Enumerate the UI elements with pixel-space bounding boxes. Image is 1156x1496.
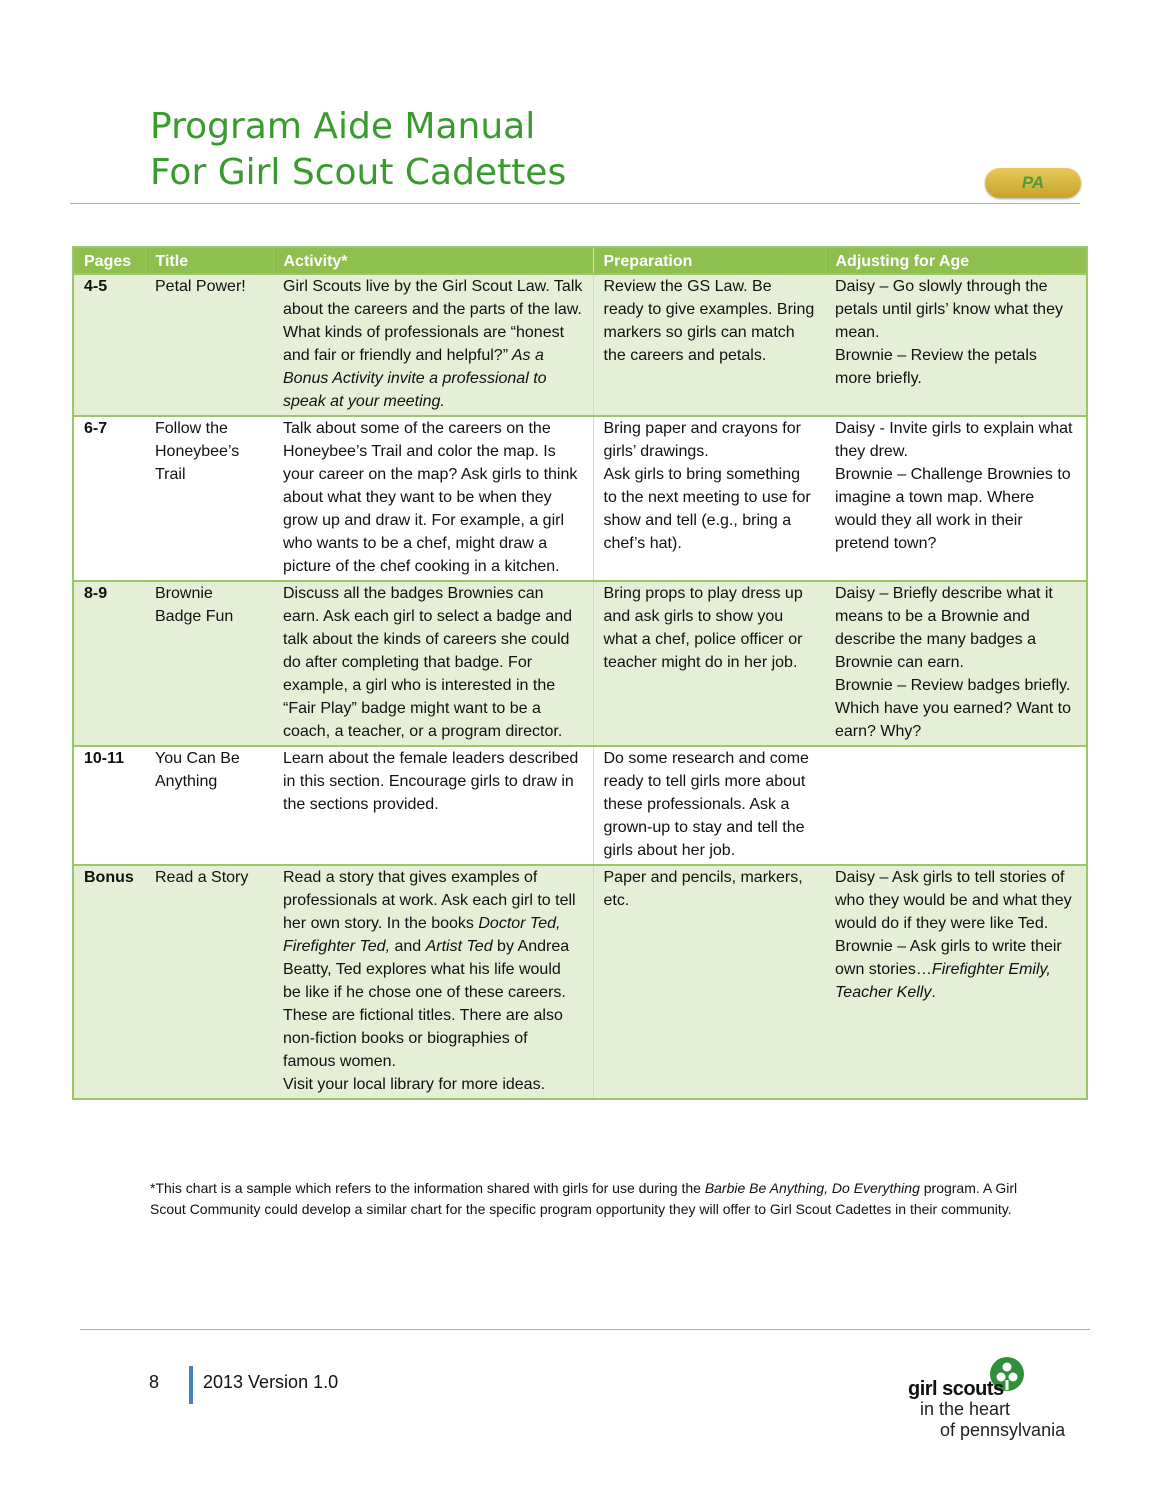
- cell-adjusting: [825, 865, 1087, 1099]
- cell-title: Petal Power!: [145, 274, 273, 416]
- table-row: [73, 416, 1087, 581]
- cell-preparation: Do some research and come ready to tell girls more about these professionals. Ask a grown-up to stay and tell the girls about her job.: [593, 746, 825, 865]
- col-header-preparation: Preparation: [593, 247, 825, 274]
- cell-activity: [273, 274, 593, 416]
- activity-text: by Andrea Beatty, Ted explores what his life would be like if he chose one of these careers. These are fictional titles. There are also non-fiction books or biographies of famous women.: [283, 938, 570, 1070]
- cell-adjusting: [825, 581, 1087, 746]
- adjust-brownie-text: Brownie – Ask girls to write their own stories…: [835, 938, 1062, 978]
- cell-title: You Can Be Anything: [145, 746, 273, 865]
- cell-activity: Discuss all the badges Brownies can earn. Ask each girl to select a badge and talk about the kinds of careers she could do after completing that badge. For example, a girl who is interested in the “Fair Play” badge might want to be a coach, a teacher, or a program director.: [273, 581, 593, 746]
- title-line-1: Program Aide Manual: [150, 106, 536, 147]
- book-title: Artist Ted: [425, 938, 493, 955]
- cell-pages: 10-11: [73, 746, 145, 865]
- adjust-brownie: Brownie – Review badges briefly. Which have you earned? Want to earn? Why?: [835, 677, 1071, 740]
- activity-text: Read a story that gives examples of professionals at work. Ask each girl to tell her own story. In the books: [283, 869, 576, 932]
- adjust-brownie-examples: Firefighter Emily, Teacher Kelly: [835, 961, 1051, 1001]
- page-number: 8: [149, 1372, 160, 1392]
- cell-preparation: Paper and pencils, markers, etc.: [593, 865, 825, 1099]
- footer-divider: [80, 1329, 1090, 1330]
- cell-adjusting: [825, 416, 1087, 581]
- prep-line-2: Ask girls to bring something to the next meeting to use for show and tell (e.g., bring a chef’s hat).: [603, 466, 811, 552]
- col-header-title: Title: [145, 247, 273, 274]
- activity-text: and: [390, 938, 426, 955]
- cell-adjusting: [825, 274, 1087, 416]
- footnote-program-name: Barbie Be Anything, Do Everything: [704, 1180, 920, 1196]
- adjust-brownie: Brownie – Challenge Brownies to imagine a town map. Where would they all work in their pretend town?: [835, 466, 1071, 552]
- logo-line-1: girl scouts: [908, 1378, 1004, 1400]
- cell-title: Read a Story: [145, 865, 273, 1099]
- table-row: [73, 274, 1087, 416]
- logo-line-2: in the heart: [920, 1399, 1011, 1419]
- logo-line-3: of pennsylvania: [940, 1420, 1066, 1440]
- adjust-daisy: Daisy - Invite girls to explain what they drew.: [835, 420, 1073, 460]
- footnote: [150, 1178, 1020, 1220]
- cell-preparation: Review the GS Law. Be ready to give examples. Bring markers so girls can match the careers and petals.: [593, 274, 825, 416]
- cell-activity: [273, 865, 593, 1099]
- adjust-brownie-end: .: [931, 984, 936, 1001]
- footer-accent-bar: [189, 1366, 193, 1404]
- page-title: [150, 104, 566, 196]
- table-row: [73, 865, 1087, 1099]
- pa-badge: PA: [985, 168, 1081, 198]
- col-header-adjusting: Adjusting for Age: [825, 247, 1087, 274]
- adjust-brownie: Brownie – Review the petals more briefly.: [835, 347, 1037, 387]
- activity-bonus-text: As a Bonus Activity invite a professional to speak at your meeting.: [283, 347, 547, 410]
- cell-preparation: Bring props to play dress up and ask girls to show you what a chef, police officer or teacher might do in her job.: [593, 581, 825, 746]
- cell-pages: 4-5: [73, 274, 145, 416]
- col-header-activity: Activity*: [273, 247, 593, 274]
- version-label: 2013 Version 1.0: [203, 1372, 339, 1392]
- table-row: [73, 581, 1087, 746]
- cell-pages: Bonus: [73, 865, 145, 1099]
- cell-pages: 8-9: [73, 581, 145, 746]
- adjust-daisy: Daisy – Ask girls to tell stories of who they would be and what they would do if they were like Ted.: [835, 869, 1072, 932]
- table-header-row: [73, 247, 1087, 274]
- adjust-brownie: [835, 935, 1076, 1004]
- adjust-daisy: Daisy – Go slowly through the petals until girls’ know what they mean.: [835, 278, 1063, 341]
- footnote-text: *This chart is a sample which refers to the information shared with girls for use during the: [150, 1180, 705, 1196]
- header-divider: [70, 203, 1080, 204]
- table-row: [73, 746, 1087, 865]
- girl-scouts-logo: [905, 1354, 1085, 1446]
- cell-activity: Learn about the female leaders described in this section. Encourage girls to draw in the sections provided.: [273, 746, 593, 865]
- activity-library-note: Visit your local library for more ideas.: [283, 1076, 546, 1093]
- program-chart-table: [72, 246, 1088, 1100]
- activity-text: Girl Scouts live by the Girl Scout Law. Talk about the careers and the parts of the law. What kinds of professionals are “honest and fair or friendly and helpful?”: [283, 278, 583, 364]
- cell-preparation: [593, 416, 825, 581]
- cell-activity: Talk about some of the careers on the Honeybee’s Trail and color the map. Is your career on the map? Ask girls to think about what they want to be when they grow up and draw it. For example, a girl who wants to be a chef, might draw a picture of the chef cooking in a kitchen.: [273, 416, 593, 581]
- footnote-text-end: program. A Girl Scout Community could develop a similar chart for the specific program opportunity they will offer to Girl Scout Cadettes in their community.: [150, 1180, 1018, 1217]
- cell-title: Brownie Badge Fun: [145, 581, 273, 746]
- col-header-pages: Pages: [73, 247, 145, 274]
- adjust-daisy: Daisy – Briefly describe what it means to be a Brownie and describe the many badges a Brownie can earn.: [835, 585, 1053, 671]
- prep-line-1: Bring paper and crayons for girls’ drawings.: [603, 420, 801, 460]
- cell-title: Follow the Honeybee’s Trail: [145, 416, 273, 581]
- title-line-2: For Girl Scout Cadettes: [150, 152, 567, 193]
- book-titles: Doctor Ted, Firefighter Ted,: [283, 915, 561, 955]
- cell-adjusting: [825, 746, 1087, 865]
- cell-pages: 6-7: [73, 416, 145, 581]
